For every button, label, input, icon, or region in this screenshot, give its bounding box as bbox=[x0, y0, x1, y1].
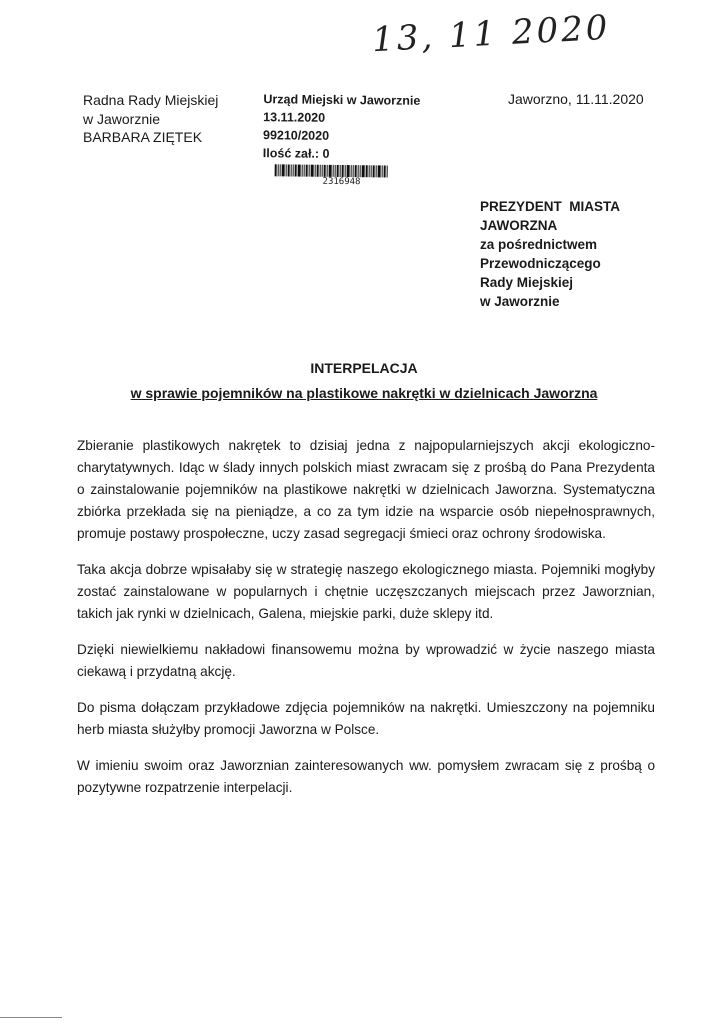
body-paragraph: Zbieranie plastikowych nakrętek to dzisiaj jedna z najpopularniejszych akcji ekologiczno-charytatywnych. Idąc w ślady innych polskich miast zwracam się z prośbą do Pana Prezydenta o zainstalowanie pojemników na plastikowe nakrętki w dzielnicach Jaworzna. Systematyczna zbiórka przekłada się na pieniądze, a co za tym idzie na wsparcie osób niepełnosprawnych, promuje postawy prospołeczne, uczy zasad segregacji śmieci oraz ochrony środowiska. bbox=[77, 438, 655, 541]
barcode-bar bbox=[278, 164, 279, 176]
barcode-bar bbox=[302, 165, 303, 177]
barcode-bar bbox=[369, 165, 370, 177]
recipient-line: JAWORZNA bbox=[480, 218, 558, 233]
barcode-bar bbox=[333, 165, 334, 177]
footer-rule bbox=[0, 1017, 62, 1018]
barcode-bar bbox=[373, 165, 375, 177]
barcode-bar bbox=[360, 165, 361, 177]
barcode-bar bbox=[317, 165, 319, 177]
barcode bbox=[275, 164, 420, 178]
recipient-line: Przewodniczącego bbox=[480, 256, 601, 271]
barcode-bar bbox=[371, 165, 372, 177]
recipient-line: Rady Miejskiej bbox=[480, 275, 574, 290]
place-and-date: Jaworzno, 11.11.2020 bbox=[508, 91, 644, 107]
stamp-number: 99210/2020 bbox=[262, 128, 330, 143]
sender-block bbox=[83, 91, 218, 147]
barcode-bar bbox=[309, 165, 310, 177]
barcode-bar bbox=[382, 165, 383, 177]
document-subject: w sprawie pojemników na plastikowe nakrętki w dzielnicach Jaworzna bbox=[130, 385, 598, 401]
barcode-number: 2316948 bbox=[322, 176, 361, 188]
barcode-bar bbox=[345, 165, 346, 177]
barcode-bar bbox=[342, 165, 344, 177]
barcode-bar bbox=[311, 165, 314, 177]
barcode-bar bbox=[280, 164, 281, 176]
barcode-bar bbox=[288, 164, 290, 176]
recipient-line: PREZYDENT MIASTA bbox=[480, 199, 621, 214]
barcode-bar bbox=[366, 165, 368, 177]
body-paragraph: Do pisma dołączam przykładowe zdjęcia pojemników na nakrętki. Umieszczony na pojemniku herb miasta służyłby promocji Jaworzna w Polsce. bbox=[77, 700, 655, 737]
barcode-bar bbox=[362, 165, 365, 177]
barcode-bar bbox=[337, 165, 339, 177]
stamp-date: 13.11.2020 bbox=[263, 110, 326, 125]
document-title: INTERPELACJA bbox=[310, 360, 418, 376]
barcode-bar bbox=[282, 164, 285, 176]
barcode-bar bbox=[293, 164, 294, 176]
barcode-bar bbox=[340, 165, 341, 177]
stamp-attachments: Ilość zał.: 0 bbox=[262, 146, 330, 161]
barcode-bar bbox=[329, 165, 332, 177]
barcode-bar bbox=[347, 165, 350, 177]
recipient-line: za pośrednictwem bbox=[480, 237, 598, 252]
barcode-bar bbox=[355, 165, 357, 177]
barcode-bar bbox=[275, 164, 277, 176]
barcode-bar bbox=[320, 165, 321, 177]
sender-name: BARBARA ZIĘTEK bbox=[83, 129, 203, 145]
barcode-bar bbox=[304, 165, 305, 177]
barcode-bar bbox=[298, 165, 301, 177]
body-paragraph: Dzięki niewielkiemu nakładowi finansowemu można by wprowadzić w życie naszego miasta ciekawą i przydatną akcję. bbox=[77, 642, 655, 679]
barcode-bar bbox=[384, 165, 386, 177]
barcode-bar bbox=[387, 165, 388, 177]
body-paragraph: W imieniu swoim oraz Jaworznian zainteresowanych ww. pomysłem zwracam się z prośbą o pozytywne rozpatrzenie interpelacji. bbox=[77, 758, 655, 795]
stamp-office: Urząd Miejski w Jaworznie bbox=[263, 92, 421, 108]
registry-stamp bbox=[263, 90, 421, 188]
barcode-bar bbox=[327, 165, 328, 177]
barcode-bar bbox=[335, 165, 336, 177]
barcode-bar bbox=[291, 164, 292, 176]
barcode-bar bbox=[358, 165, 359, 177]
document-body bbox=[77, 435, 655, 813]
recipient-line: w Jaworznie bbox=[480, 294, 560, 309]
sender-line: w Jaworznie bbox=[83, 110, 161, 127]
barcode-bar bbox=[324, 165, 326, 177]
barcode-bar bbox=[351, 165, 352, 177]
barcode-bar bbox=[322, 165, 323, 177]
body-paragraph: Taka akcja dobrze wpisałaby się w strategię naszego ekologicznego miasta. Pojemniki mogłyby zostać zainstalowane w popularnych i chętnie uczęszczanych miejscach przez Jaworznian, takich jak rynki w dzielnicach, Galena, miejskie parki, duże sklepy itd. bbox=[77, 562, 655, 621]
recipient-block bbox=[480, 197, 620, 311]
barcode-bar bbox=[378, 165, 381, 177]
sender-line: Radna Rady Miejskiej bbox=[83, 92, 219, 108]
barcode-bar bbox=[306, 165, 308, 177]
barcode-bar bbox=[295, 165, 297, 177]
barcode-bar bbox=[286, 164, 287, 176]
barcode-bar bbox=[315, 165, 316, 177]
barcode-bar bbox=[353, 165, 354, 177]
barcode-bar bbox=[376, 165, 377, 177]
handwritten-receipt-date: 13, 11 2020 bbox=[371, 7, 612, 61]
